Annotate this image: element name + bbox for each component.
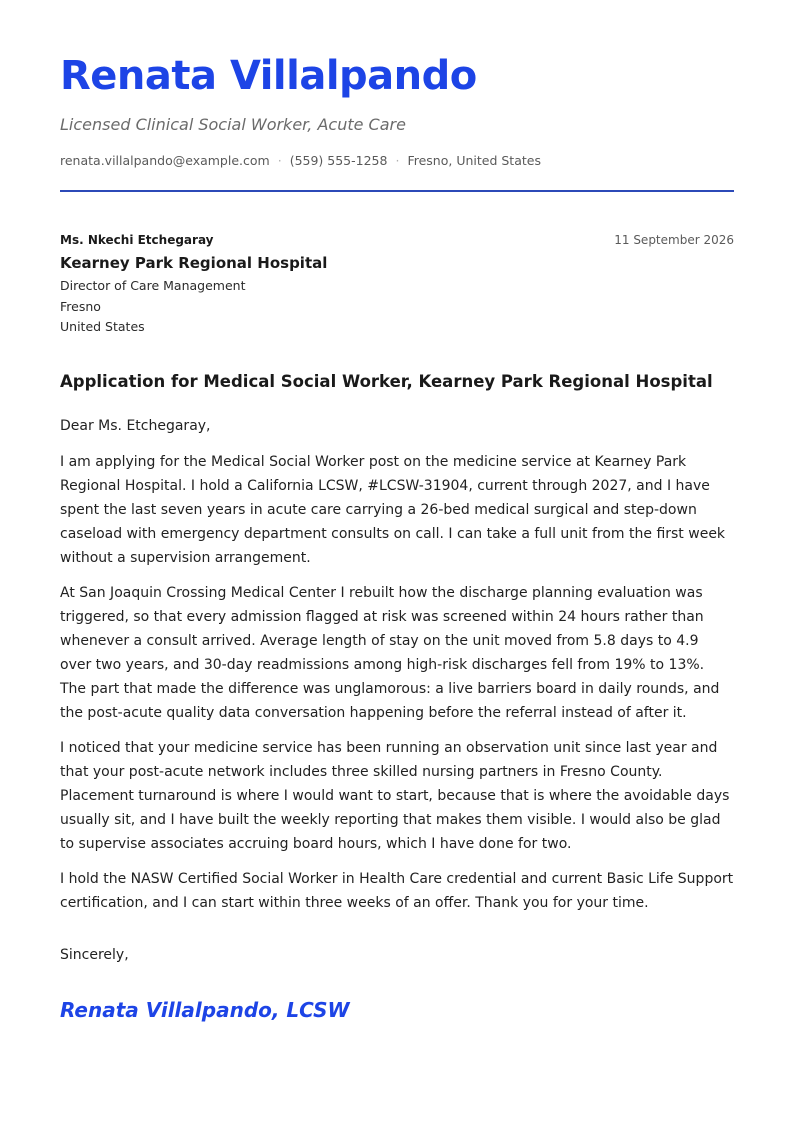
letter-date: 11 September 2026 (614, 233, 734, 247)
body-paragraph: At San Joaquin Crossing Medical Center I rebuilt how the discharge planning evaluation was triggered, so that every admission flagged at risk was screened within 24 hours rather than whenever a consult arrived. Average length of stay on the unit moved from 5.8 days to 4.9 over two years, and 30-day readmissions among high-risk discharges fell from 19% to 13%. The part that made the difference was unglamorous: a live barriers board in daily rounds, and the post-acute quality data conversation happening before the referral instead of after it. (60, 585, 720, 721)
location: Fresno, United States (407, 153, 541, 168)
body-paragraph: I noticed that your medicine service has been running an observation unit since last year and that your post-acute network includes three skilled nursing partners in Fresno County. Placement turnaround is where I would want to start, because that is where the avoidable days usually sit, and I have built the weekly reporting that makes them visible. I would also be glad to supervise associates accruing board hours, which I have done for two. (60, 740, 730, 852)
applicant-title: Licensed Clinical Social Worker, Acute Care (60, 115, 406, 134)
phone-number[interactable]: (559) 555-1258 (289, 153, 388, 168)
recipient-name: Ms. Nkechi Etchegaray (60, 233, 214, 247)
email-link[interactable]: renata.villalpando@example.com (60, 153, 270, 168)
recipient-department: Director of Care Management (60, 278, 246, 293)
applicant-name: Renata Villalpando (60, 53, 477, 99)
signature: Renata Villalpando, LCSW (60, 998, 350, 1022)
separator-dot: · (277, 153, 282, 168)
letter-subject: Application for Medical Social Worker, Kearney Park Regional Hospital (60, 372, 713, 391)
header-divider (60, 190, 734, 192)
contact-line (60, 153, 541, 168)
salutation: Dear Ms. Etchegaray, (60, 418, 211, 434)
body-paragraph: I hold the NASW Certified Social Worker in Health Care credential and current Basic Life Support certification, and I can start within three weeks of an offer. Thank you for your time. (60, 871, 734, 911)
body-paragraph: I am applying for the Medical Social Worker post on the medicine service at Kearney Park Regional Hospital. I hold a California LCSW, #LCSW-31904, current through 2027, and I have spent the last seven years in acute care carrying a 26-bed medical surgical and step-down caseload with emergency department consults on call. I can take a full unit from the first week without a supervision arrangement. (60, 454, 726, 566)
closing: Sincerely, (60, 947, 129, 963)
recipient-organization: Kearney Park Regional Hospital (60, 254, 328, 272)
recipient-city: Fresno (60, 299, 101, 314)
recipient-country: United States (60, 319, 145, 334)
separator-dot: · (395, 153, 400, 168)
